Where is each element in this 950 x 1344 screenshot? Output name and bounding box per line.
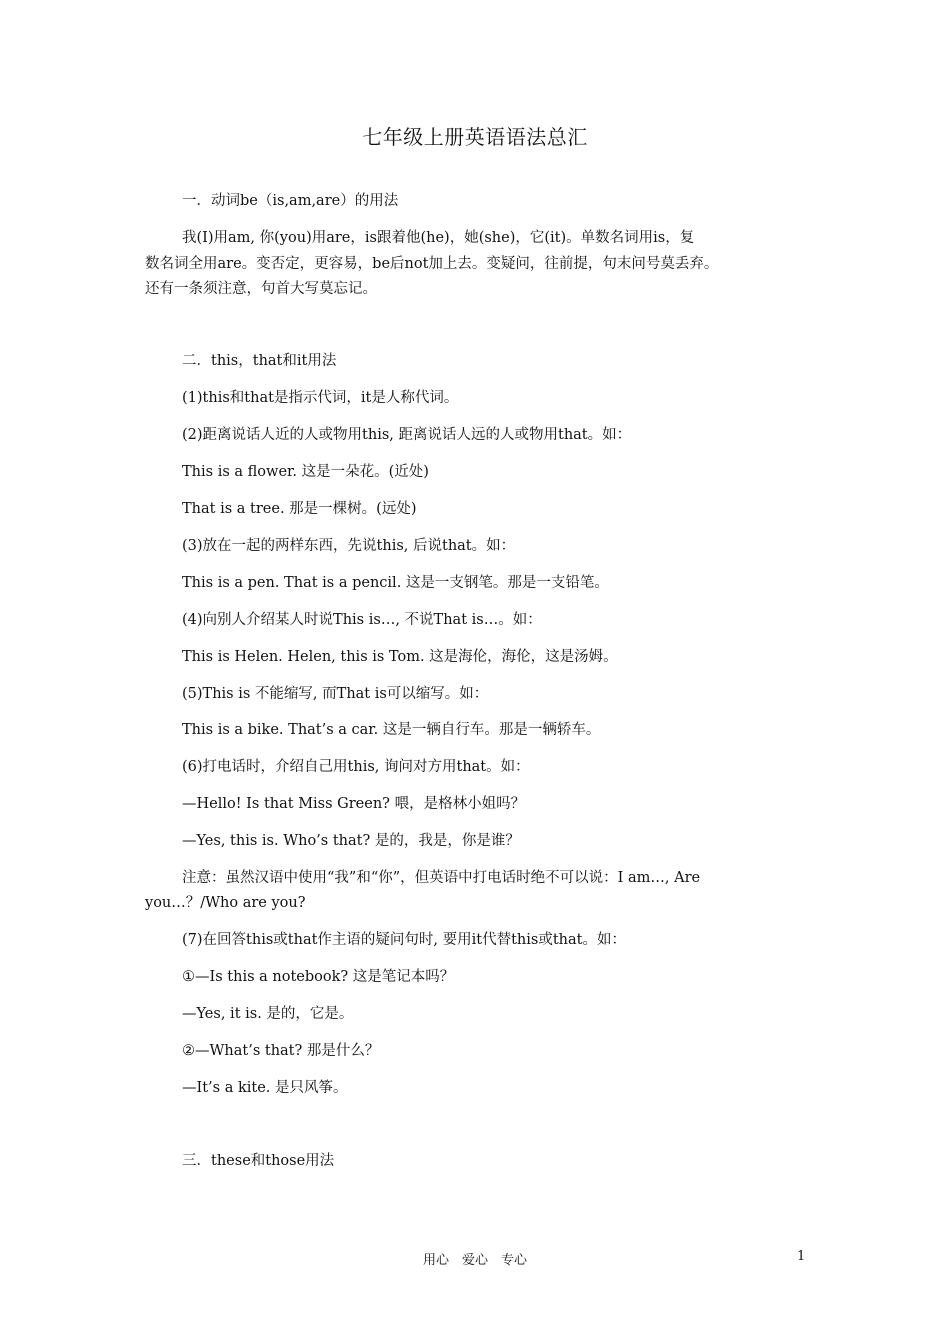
paragraph-line: (4)向别人介绍某人时说This is…, 不说That is…。如： [182, 612, 542, 628]
section-heading-3: 三．these和those用法 [182, 1153, 335, 1169]
example-line: This is Helen. Helen, this is Tom. 这是海伦，海伦，这是汤姆。 [182, 649, 618, 665]
paragraph-line: (5)This is 不能缩写, 而That is可以缩写。如： [182, 686, 489, 702]
note-line: 注意：虽然汉语中使用“我”和“你”，但英语中打电话时绝不可以说：I am…, Are [182, 870, 701, 886]
page-title: 七年级上册英语语法总汇 [362, 125, 588, 149]
paragraph-line: (7)在回答this或that作主语的疑问句时, 要用it代替this或that。如： [182, 932, 626, 948]
paragraph-line: (3)放在一起的两样东西，先说this, 后说that。如： [182, 538, 516, 554]
example-line: This is a pen. That is a pencil. 这是一支钢笔。那是一支铅笔。 [182, 575, 609, 591]
page-footer: 用心 爱心 专心 [422, 1253, 527, 1268]
example-line: This is a flower. 这是一朵花。(近处) [182, 464, 429, 480]
paragraph-line: (1)this和that是指示代词，it是人称代词。 [182, 390, 459, 406]
paragraph-line: (2)距离说话人近的人或物用this, 距离说话人远的人或物用that。如： [182, 427, 632, 443]
paragraph-line: (6)打电话时，介绍自己用this, 询问对方用that。如： [182, 759, 530, 775]
section-heading-1: 一．动词be（is,am,are）的用法 [182, 193, 399, 209]
page-number: 1 [797, 1249, 806, 1264]
example-line: —Hello! Is that Miss Green? 喂，是格林小姐吗？ [182, 796, 526, 812]
example-line: That is a tree. 那是一棵树。(远处) [182, 501, 417, 517]
example-line: ②—What’s that? 那是什么？ [182, 1043, 380, 1059]
example-line: —Yes, it is. 是的，它是。 [182, 1006, 354, 1022]
paragraph-line: 数名词全用are。变否定，更容易，be后not加上去。变疑问，往前提，句末问号莫丢弃。 [145, 256, 719, 272]
example-line: —It’s a kite. 是只风筝。 [182, 1080, 348, 1096]
note-line: you…？/Who are you? [145, 895, 306, 911]
example-line: —Yes, this is. Who’s that? 是的，我是，你是谁？ [182, 833, 520, 849]
example-line: This is a bike. That’s a car. 这是一辆自行车。那是一辆轿车。 [182, 722, 601, 738]
section-heading-2: 二．this，that和it用法 [182, 353, 337, 369]
paragraph-line: 我(I)用am, 你(you)用are，is跟着他(he)，她(she)，它(it)。单数名词用is，复 [182, 230, 695, 246]
paragraph-line: 还有一条须注意，句首大写莫忘记。 [145, 281, 377, 297]
example-line: ①—Is this a notebook? 这是笔记本吗？ [182, 969, 455, 985]
